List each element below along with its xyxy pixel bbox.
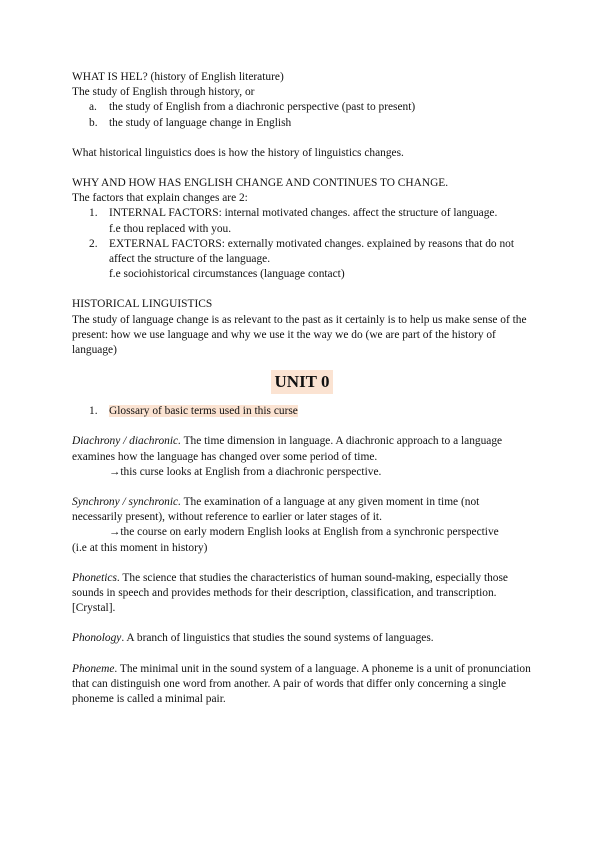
section-title-historical-linguistics: HISTORICAL LINGUISTICS xyxy=(72,298,213,311)
list-item xyxy=(72,404,532,419)
list-marker: 1. xyxy=(89,405,98,418)
term-name: Synchrony / synchronic. xyxy=(72,496,181,509)
historical-linguistics-statement: What historical linguistics does is how the history of linguistics changes. xyxy=(72,146,404,159)
hel-list xyxy=(72,100,532,130)
term-phoneme xyxy=(72,662,532,708)
term-name: Phonology xyxy=(72,632,122,645)
list-item xyxy=(72,237,532,283)
list-marker: b. xyxy=(89,116,98,129)
term-definition: The examination of a language at any given moment in time (not necessarily present), without reference to earlier or later stages of it. xyxy=(72,496,480,524)
factors-list xyxy=(72,206,532,282)
list-item xyxy=(72,100,532,115)
term-name: Phoneme xyxy=(72,662,115,675)
term-note: →this curse looks at English from a diachronic perspective. xyxy=(109,465,382,478)
term-definition: . The minimal unit in the sound system of a language. A phoneme is a unit of pronunciation that can distinguish one word from another. A pair of words that differ only concerning a single phoneme is called a minimal pair. xyxy=(72,662,531,706)
term-synchrony xyxy=(72,495,532,525)
list-marker: 2. xyxy=(89,237,98,250)
term-phonetics xyxy=(72,571,532,617)
term-note: →the course on early modern English looks at English from a synchronic perspective xyxy=(109,526,499,539)
unit-heading-wrap xyxy=(72,370,532,394)
term-phonology xyxy=(72,631,532,646)
list-item-text: EXTERNAL FACTORS: externally motivated changes. explained by reasons that do not affect the structure of the language. xyxy=(109,237,515,266)
list-item-text: INTERNAL FACTORS: internal motivated changes. affect the structure of language. xyxy=(109,207,498,220)
section-title-why-how: WHY AND HOW HAS ENGLISH CHANGE AND CONTINUES TO CHANGE. xyxy=(72,177,449,190)
list-item-text: the study of language change in English xyxy=(109,116,292,129)
list-item-text: the study of English from a diachronic perspective (past to present) xyxy=(109,101,416,114)
list-item-example: f.e thou replaced with you. xyxy=(109,222,232,235)
unit-list xyxy=(72,404,532,419)
section-title-hel: WHAT IS HEL? (history of English literature) xyxy=(72,71,284,83)
document-page xyxy=(72,70,532,707)
term-note-continued: (i.e at this moment in history) xyxy=(72,541,208,554)
unit-heading: UNIT 0 xyxy=(271,370,334,394)
list-marker: 1. xyxy=(89,207,98,220)
term-name: Phonetics xyxy=(72,571,117,584)
list-item xyxy=(72,116,532,131)
list-marker: a. xyxy=(89,101,97,114)
list-item-example: f.e sociohistorical circumstances (language contact) xyxy=(109,268,345,281)
historical-linguistics-text: The study of language change is as relevant to the past as it certainly is to help us make sense of the present: how we use language and why we use it the way we do (we are part of the history of language) xyxy=(72,313,527,357)
term-name: Diachrony / diachronic. xyxy=(72,435,181,448)
factors-intro: The factors that explain changes are 2: xyxy=(72,192,248,205)
list-item xyxy=(72,206,532,236)
term-definition: . A branch of linguistics that studies the sound systems of languages. xyxy=(121,632,434,645)
term-definition: . The science that studies the characteristics of human sound-making, especially those sounds in speech and provides methods for their description, classification, and transcription. [Crystal]. xyxy=(72,571,508,615)
hel-intro: The study of English through history, or xyxy=(72,86,255,99)
glossary-heading: Glossary of basic terms used in this curse xyxy=(109,405,298,418)
term-definition: The time dimension in language. A diachronic approach to a language examines how the language has changed over some period of time. xyxy=(72,435,503,463)
term-diachrony xyxy=(72,434,532,464)
